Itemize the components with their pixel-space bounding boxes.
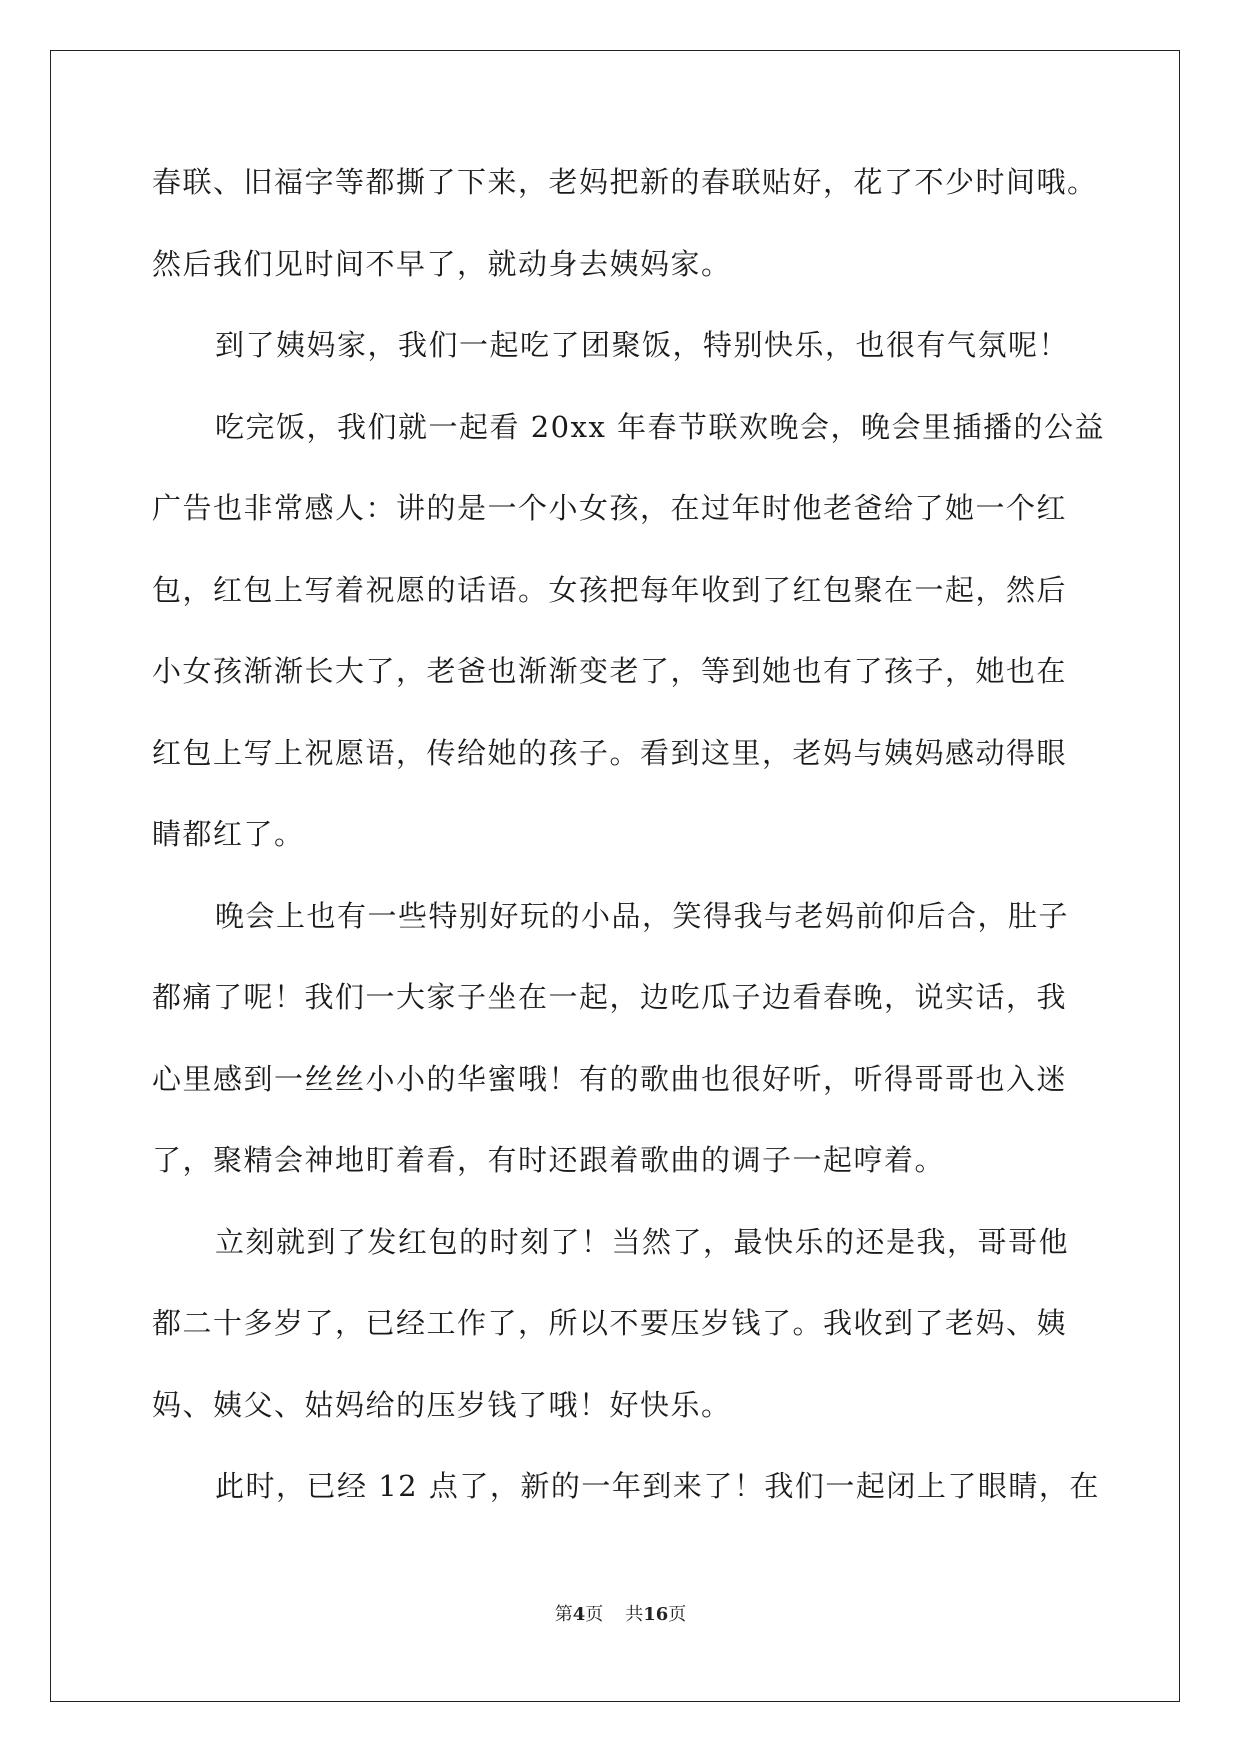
text-line-6: 包，红包上写着祝愿的话语。女孩把每年收到了红包聚在一起，然后 [152, 572, 1068, 607]
text-line-4: 吃完饭，我们就一起看 20xx 年春节联欢晚会，晚会里插播的公益 [215, 409, 1106, 444]
text-line-5: 广告也非常感人：讲的是一个小女孩，在过年时他老爸给了她一个红 [152, 491, 1068, 525]
page-number-prefix: 第 [554, 1604, 573, 1625]
total-pages: 16 [643, 1604, 669, 1625]
text-line-2: 然后我们见时间不早了，就动身去姨妈家。 [152, 246, 732, 281]
text-line-10: 晚会上也有一些特别好玩的小品，笑得我与老妈前仰后合，肚子 [215, 898, 1070, 933]
text-line-17: 此时，已经 12 点了，新的一年到来了！我们一起闭上了眼睛，在 [215, 1469, 1100, 1503]
page-footer [0, 1603, 1241, 1627]
total-pages-prefix: 共 [625, 1604, 644, 1625]
text-line-1: 春联、旧福字等都撕了下来，老妈把新的春联贴好，花了不少时间哦。 [152, 165, 1098, 199]
text-line-12: 心里感到一丝丝小小的华蜜哦！有的歌曲也很好听，听得哥哥也入迷 [152, 1061, 1068, 1096]
text-line-8: 红包上写上祝愿语，传给她的孩子。看到这里，老妈与姨妈感动得眼 [152, 735, 1068, 770]
document-body [152, 162, 1106, 1548]
text-line-9: 睛都红了。 [152, 817, 305, 851]
text-line-7: 小女孩渐渐长大了，老爸也渐渐变老了，等到她也有了孩子，她也在 [152, 654, 1068, 688]
page-number: 4 [572, 1604, 586, 1625]
text-line-15: 都二十多岁了，已经工作了，所以不要压岁钱了。我收到了老妈、姨 [152, 1306, 1068, 1340]
total-pages-suffix: 页 [668, 1604, 687, 1625]
text-line-13: 了，聚精会神地盯着看，有时还跟着歌曲的调子一起哼着。 [152, 1143, 946, 1177]
text-line-3: 到了姨妈家，我们一起吃了团聚饭，特别快乐，也很有气氛呢！ [215, 328, 1070, 362]
text-line-16: 妈、姨父、姑妈给的压岁钱了哦！好快乐。 [152, 1387, 732, 1422]
page-number-suffix: 页 [585, 1604, 604, 1625]
text-line-11: 都痛了呢！我们一大家子坐在一起，边吃瓜子边看春晚，说实话，我 [152, 980, 1068, 1014]
text-line-14: 立刻就到了发红包的时刻了！当然了，最快乐的还是我，哥哥他 [215, 1224, 1070, 1259]
